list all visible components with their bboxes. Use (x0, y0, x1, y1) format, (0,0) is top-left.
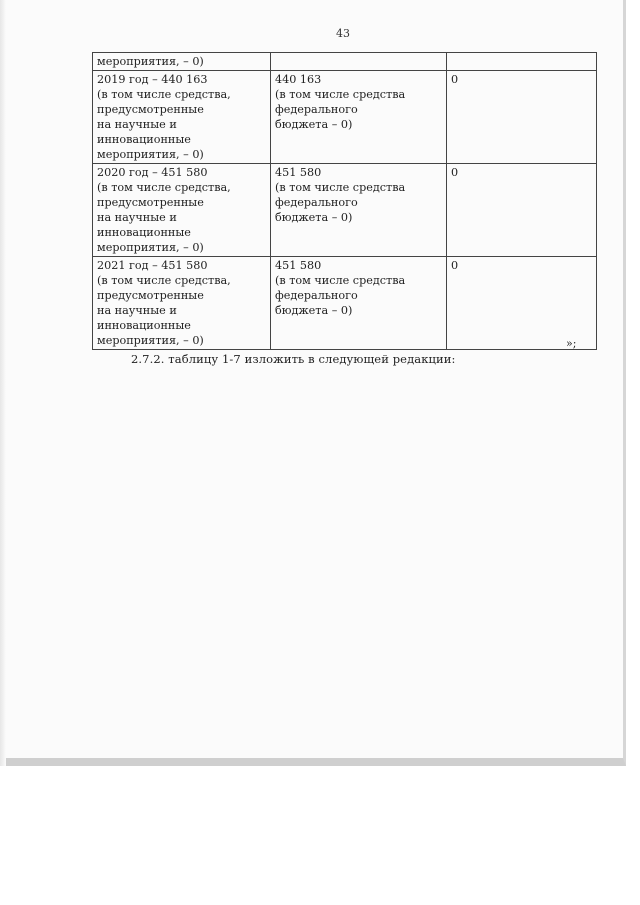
page-number: 43 (336, 27, 350, 40)
page-edge-shadow (0, 0, 6, 766)
closing-quote: »; (566, 337, 577, 350)
table-cell-other: 0 (447, 164, 597, 257)
table-cell-other: 0 (447, 71, 597, 164)
table-cell-amount: 451 580 (в том числе средства федерального бюджета – 0) (271, 257, 447, 350)
table-row (93, 53, 597, 71)
table-row (93, 164, 597, 257)
table-cell-other: 0 (447, 257, 597, 350)
table-row (93, 71, 597, 164)
table-cell-amount: 440 163 (в том числе средства федерального бюджета – 0) (271, 71, 447, 164)
instruction-paragraph: 2.7.2. таблицу 1-7 изложить в следующей редакции: (131, 352, 456, 366)
table-row (93, 257, 597, 350)
table-cell-other (447, 53, 597, 71)
funding-table (92, 52, 597, 350)
table-cell-amount: 451 580 (в том числе средства федерального бюджета – 0) (271, 164, 447, 257)
table-cell-total: 2020 год – 451 580 (в том числе средства, предусмотренные на научные и инновационные мероприятия, – 0) (93, 164, 271, 257)
table-cell-total: 2021 год – 451 580 (в том числе средства, предусмотренные на научные и инновационные мероприятия, – 0) (93, 257, 271, 350)
table-cell-total: мероприятия, – 0) (93, 53, 271, 71)
table-cell-amount (271, 53, 447, 71)
table-cell-total: 2019 год – 440 163 (в том числе средства, предусмотренные на научные и инновационные мероприятия, – 0) (93, 71, 271, 164)
